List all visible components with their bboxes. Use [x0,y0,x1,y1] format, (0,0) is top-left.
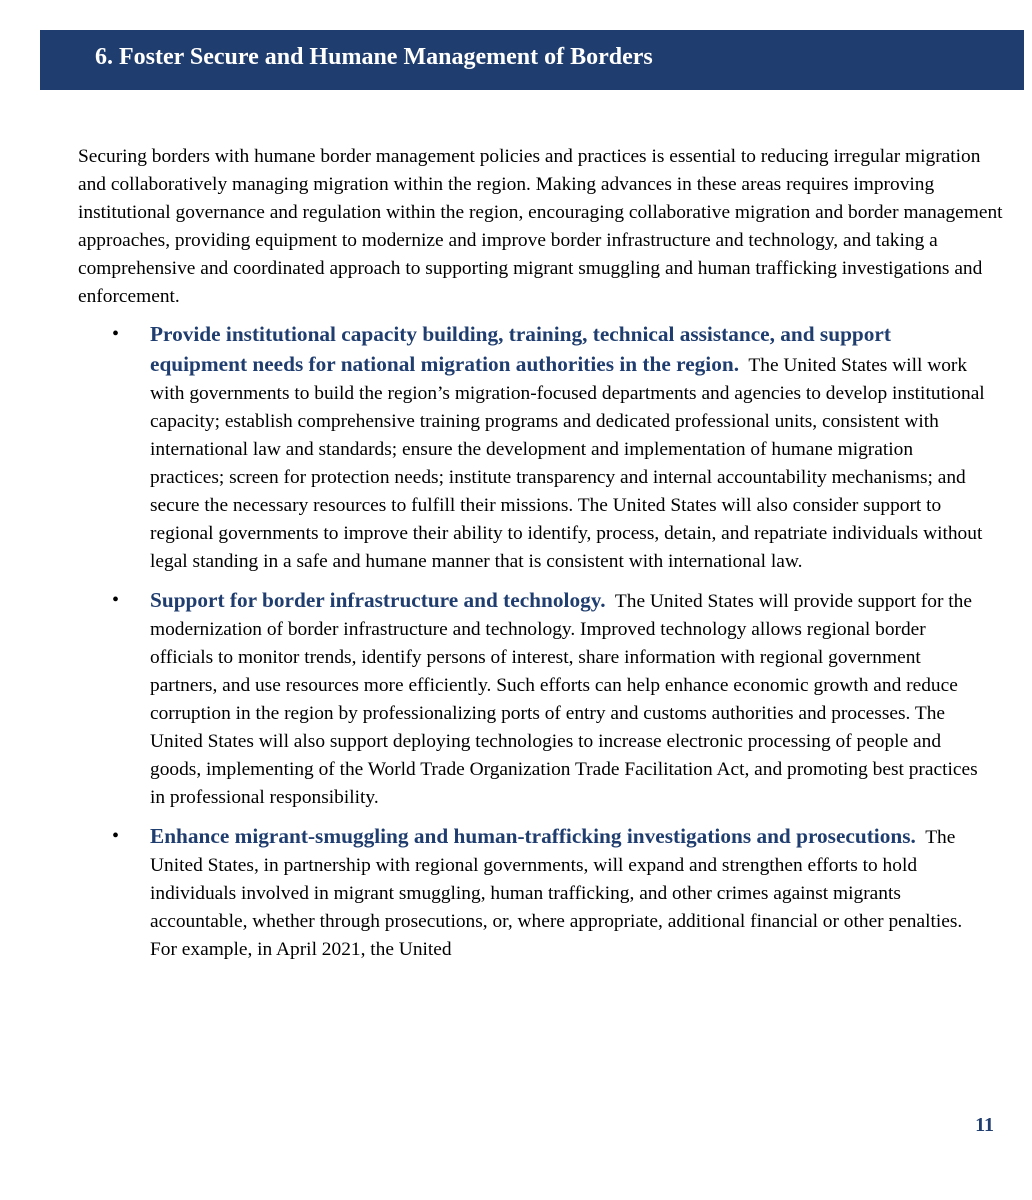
bullet-body: The United States will provide support for the modernization of border infrastructure and technology. Improved technology allows regional border officials to monitor trends, identify persons of interest, share information with regional government partners, and use resources more efficiently. Such efforts can help enhance economic growth and reduce corruption in the region by professionalizing ports of entry and customs authorities and processes. The United States will also support deploying technologies to increase electronic processing of people and goods, implementing of the World Trade Organization Trade Facilitation Act, and promoting best practices in professional responsibility. [150,591,978,808]
bullet-heading: Enhance migrant-smuggling and human-trafficking investigations and prosecutions. [150,824,916,848]
section-header-bar [40,30,1024,90]
bullet-list [0,320,1032,964]
bullet-item-border-infrastructure [0,586,990,812]
bullet-marker: • [112,323,120,345]
bullet-heading: Provide institutional capacity building, training, technical assistance, and support equipment needs for national migration authorities in the region. [150,322,891,376]
bullet-marker: • [112,825,120,847]
bullet-item-smuggling-trafficking [0,822,990,964]
section-title: 6. Foster Secure and Humane Management of Borders [95,44,653,70]
bullet-body: The United States, in partnership with regional governments, will expand and strengthen efforts to hold individuals involved in migrant smuggling, human trafficking, and other crimes against migrants accountable, whether through prosecutions, or, where appropriate, additional financial or other penalties. For example, in April 2021, the United [150,827,963,960]
bullet-heading: Support for border infrastructure and technology. [150,588,606,612]
bullet-marker: • [112,589,120,611]
intro-paragraph: Securing borders with humane border management policies and practices is essential to reducing irregular migration and collaboratively managing migration within the region. Making advances in these areas requires improving institutional governance and regulation within the region, encouraging collaborative migration and border management approaches, providing equipment to modernize and improve border infrastructure and technology, and taking a comprehensive and coordinated approach to supporting migrant smuggling and human trafficking investigations and enforcement. [78,146,1003,307]
bullet-body: The United States will work with governments to build the region’s migration-focused departments and agencies to develop institutional capacity; establish comprehensive training programs and dedicated professional units, consistent with international law and standards; ensure the development and implementation of humane migration practices; screen for protection needs; institute transparency and internal accountability mechanisms; and secure the necessary resources to fulfill their missions. The United States will also consider support to regional governments to improve their ability to identify, process, detain, and repatriate individuals without legal standing in a safe and humane manner that is consistent with international law. [150,355,985,572]
page-number: 11 [975,1114,994,1136]
bullet-item-capacity-building [0,320,990,576]
